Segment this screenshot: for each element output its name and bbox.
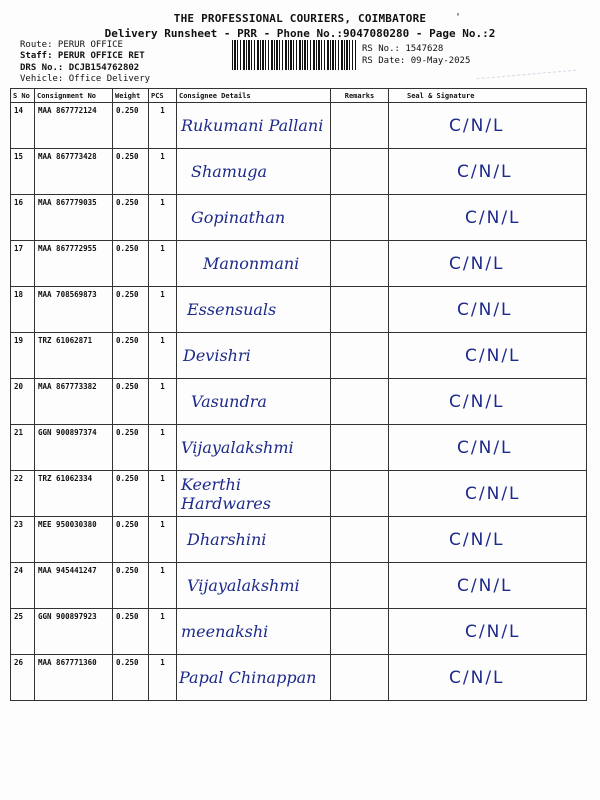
cell-pcs: 1 bbox=[149, 149, 177, 195]
table-row bbox=[11, 609, 587, 655]
col-header-consignment: Consignment No bbox=[35, 89, 113, 103]
cell-pcs: 1 bbox=[149, 425, 177, 471]
table-row bbox=[11, 241, 587, 287]
table-row bbox=[11, 425, 587, 471]
cell-pcs: 1 bbox=[149, 287, 177, 333]
cell-remarks bbox=[331, 425, 389, 471]
cell-consignment-no: MAA 945441247 bbox=[35, 563, 113, 609]
cell-consignment-no: MAA 867771360 bbox=[35, 655, 113, 701]
cell-pcs: 1 bbox=[149, 655, 177, 701]
cell-remarks bbox=[331, 609, 389, 655]
cell-weight: 0.250 bbox=[113, 149, 149, 195]
cell-consignee: Dharshini bbox=[177, 517, 331, 563]
cell-signature: C/N/L bbox=[389, 195, 587, 241]
cell-consignee: Vijayalakshmi bbox=[177, 425, 331, 471]
cell-sno: 26 bbox=[11, 655, 35, 701]
cell-consignee: Keerthi Hardwares bbox=[177, 471, 331, 517]
table-row bbox=[11, 149, 587, 195]
cell-pcs: 1 bbox=[149, 379, 177, 425]
cell-signature: C/N/L bbox=[389, 425, 587, 471]
cell-sno: 24 bbox=[11, 563, 35, 609]
table-header-row bbox=[11, 89, 587, 103]
cell-signature: C/N/L bbox=[389, 241, 587, 287]
table-row bbox=[11, 333, 587, 379]
cell-sno: 18 bbox=[11, 287, 35, 333]
cell-sno: 22 bbox=[11, 471, 35, 517]
cell-weight: 0.250 bbox=[113, 287, 149, 333]
table-row bbox=[11, 655, 587, 701]
cell-signature: C/N/L bbox=[389, 517, 587, 563]
cell-remarks bbox=[331, 655, 389, 701]
cell-sno: 16 bbox=[11, 195, 35, 241]
cell-weight: 0.250 bbox=[113, 195, 149, 241]
cell-sno: 14 bbox=[11, 103, 35, 149]
cell-consignment-no: TRZ 61062334 bbox=[35, 471, 113, 517]
cell-sno: 19 bbox=[11, 333, 35, 379]
cell-remarks bbox=[331, 241, 389, 287]
cell-consignee: meenakshi bbox=[177, 609, 331, 655]
cell-weight: 0.250 bbox=[113, 241, 149, 287]
header-mark: ' bbox=[455, 12, 462, 23]
cell-weight: 0.250 bbox=[113, 333, 149, 379]
staff-label: Staff: PERUR OFFICE RET bbox=[20, 51, 145, 61]
col-header-signature: Seal & Signature bbox=[389, 89, 587, 103]
table-row bbox=[11, 195, 587, 241]
table-row bbox=[11, 517, 587, 563]
company-title: THE PROFESSIONAL COURIERS, COIMBATORE bbox=[173, 12, 427, 25]
cell-sno: 23 bbox=[11, 517, 35, 563]
cell-consignee: Manonmani bbox=[177, 241, 331, 287]
cell-consignee: Gopinathan bbox=[177, 195, 331, 241]
cell-remarks bbox=[331, 103, 389, 149]
cell-remarks bbox=[331, 287, 389, 333]
cell-signature: C/N/L bbox=[389, 471, 587, 517]
col-header-consignee: Consignee Details bbox=[177, 89, 331, 103]
cell-signature: C/N/L bbox=[389, 149, 587, 195]
cell-pcs: 1 bbox=[149, 609, 177, 655]
table-row bbox=[11, 103, 587, 149]
cell-pcs: 1 bbox=[149, 471, 177, 517]
cell-sno: 25 bbox=[11, 609, 35, 655]
cell-weight: 0.250 bbox=[113, 563, 149, 609]
rs-number: RS No.: 1547628 bbox=[362, 44, 444, 54]
cell-consignment-no: MAA 867772955 bbox=[35, 241, 113, 287]
cell-pcs: 1 bbox=[149, 517, 177, 563]
cell-weight: 0.250 bbox=[113, 655, 149, 701]
cell-pcs: 1 bbox=[149, 333, 177, 379]
cell-sno: 17 bbox=[11, 241, 35, 287]
col-header-weight: Weight bbox=[113, 89, 149, 103]
cell-consignment-no: GGN 900897374 bbox=[35, 425, 113, 471]
cell-sno: 21 bbox=[11, 425, 35, 471]
cell-remarks bbox=[331, 563, 389, 609]
route-label: Route: PERUR OFFICE bbox=[20, 40, 123, 50]
table-row bbox=[11, 563, 587, 609]
cell-remarks bbox=[331, 379, 389, 425]
barcode-image bbox=[232, 40, 356, 70]
table-row bbox=[11, 287, 587, 333]
runsheet-title: Delivery Runsheet - PRR - Phone No.:9047080280 - Page No.:2 bbox=[104, 27, 496, 40]
cell-pcs: 1 bbox=[149, 195, 177, 241]
cell-weight: 0.250 bbox=[113, 103, 149, 149]
cell-remarks bbox=[331, 195, 389, 241]
cell-pcs: 1 bbox=[149, 103, 177, 149]
cell-weight: 0.250 bbox=[113, 471, 149, 517]
runsheet-table bbox=[10, 88, 587, 701]
cell-consignee: Essensuals bbox=[177, 287, 331, 333]
cell-signature: C/N/L bbox=[389, 609, 587, 655]
cell-consignee: Papal Chinappan bbox=[177, 655, 331, 701]
cell-consignee: Devishri bbox=[177, 333, 331, 379]
cell-consignee: Rukumani Pallani bbox=[177, 103, 331, 149]
cell-remarks bbox=[331, 517, 389, 563]
cell-weight: 0.250 bbox=[113, 609, 149, 655]
cell-consignment-no: MAA 867773428 bbox=[35, 149, 113, 195]
cell-consignment-no: MAA 867772124 bbox=[35, 103, 113, 149]
cell-signature: C/N/L bbox=[389, 655, 587, 701]
cell-consignment-no: MEE 950030380 bbox=[35, 517, 113, 563]
cell-consignee: Shamuga bbox=[177, 149, 331, 195]
col-header-sno: S No bbox=[11, 89, 35, 103]
cell-consignment-no: MAA 708569873 bbox=[35, 287, 113, 333]
col-header-pcs: PCS bbox=[149, 89, 177, 103]
cell-remarks bbox=[331, 333, 389, 379]
vehicle-label: Vehicle: Office Delivery bbox=[20, 74, 151, 84]
cell-consignee: Vijayalakshmi bbox=[177, 563, 331, 609]
cell-weight: 0.250 bbox=[113, 379, 149, 425]
ink-smudge bbox=[476, 60, 577, 80]
cell-consignment-no: MAA 867779035 bbox=[35, 195, 113, 241]
cell-pcs: 1 bbox=[149, 241, 177, 287]
cell-signature: C/N/L bbox=[389, 287, 587, 333]
cell-signature: C/N/L bbox=[389, 333, 587, 379]
table-row bbox=[11, 379, 587, 425]
cell-sno: 20 bbox=[11, 379, 35, 425]
table-row bbox=[11, 471, 587, 517]
cell-sno: 15 bbox=[11, 149, 35, 195]
cell-weight: 0.250 bbox=[113, 425, 149, 471]
cell-signature: C/N/L bbox=[389, 379, 587, 425]
cell-consignment-no: MAA 867773382 bbox=[35, 379, 113, 425]
rs-date: RS Date: 09-May-2025 bbox=[362, 56, 471, 66]
cell-remarks bbox=[331, 149, 389, 195]
cell-signature: C/N/L bbox=[389, 563, 587, 609]
cell-consignment-no: TRZ 61062871 bbox=[35, 333, 113, 379]
col-header-remarks: Remarks bbox=[331, 89, 389, 103]
cell-pcs: 1 bbox=[149, 563, 177, 609]
cell-consignee: Vasundra bbox=[177, 379, 331, 425]
cell-remarks bbox=[331, 471, 389, 517]
drs-number: DRS No.: DCJB154762802 bbox=[20, 63, 140, 73]
cell-signature: C/N/L bbox=[389, 103, 587, 149]
cell-weight: 0.250 bbox=[113, 517, 149, 563]
cell-consignment-no: GGN 900897923 bbox=[35, 609, 113, 655]
